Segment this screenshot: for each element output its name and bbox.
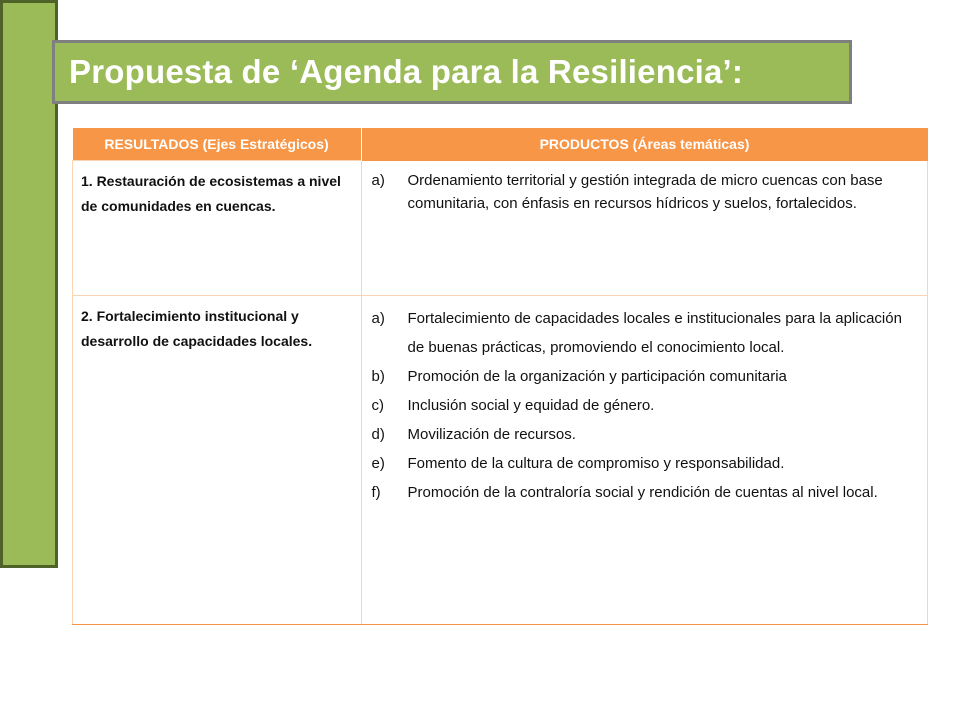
producto-label: d)	[371, 426, 385, 443]
producto-text: Fomento de la cultura de compromiso y responsabilidad.	[407, 455, 785, 472]
producto-text: Inclusión social y equidad de género.	[407, 397, 655, 414]
producto-label: a)	[371, 171, 385, 189]
title-banner	[52, 40, 852, 104]
producto-text: Ordenamiento territorial y gestión integrada de micro cuencas con base comunitaria, con énfasis en recursos hídricos y suelos, fortalecidos.	[407, 171, 883, 212]
header-resultados: RESULTADOS (Ejes Estratégicos)	[73, 128, 362, 161]
producto-item	[372, 420, 916, 449]
resultado-cell: 2. Fortalecimiento institucional y desarrollo de capacidades locales.	[73, 296, 362, 625]
producto-label: b)	[371, 368, 385, 385]
producto-text: Promoción de la contraloría social y rendición de cuentas al nivel local.	[407, 484, 878, 501]
producto-item	[372, 391, 916, 420]
table-header-row	[73, 128, 928, 161]
productos-cell	[361, 161, 928, 296]
producto-label: c)	[371, 397, 384, 414]
producto-label: a)	[371, 310, 385, 327]
table-row	[73, 161, 928, 296]
producto-item	[372, 362, 916, 391]
table-row	[73, 296, 928, 625]
producto-label: f)	[371, 484, 381, 501]
producto-item	[372, 304, 916, 362]
left-green-bar	[0, 0, 58, 568]
agenda-table	[72, 128, 928, 625]
resultado-cell: 1. Restauración de ecosistemas a nivel de comunidades en cuencas.	[73, 161, 362, 296]
producto-text: Movilización de recursos.	[407, 426, 576, 443]
productos-cell	[361, 296, 928, 625]
producto-label: e)	[371, 455, 385, 472]
header-productos: PRODUCTOS (Áreas temáticas)	[361, 128, 928, 161]
producto-text: Promoción de la organización y participación comunitaria	[407, 368, 787, 385]
producto-item	[372, 478, 916, 507]
agenda-table-container	[72, 128, 928, 625]
slide-title: Propuesta de ‘Agenda para la Resiliencia’:	[69, 53, 744, 90]
producto-item	[372, 169, 916, 215]
producto-text: Fortalecimiento de capacidades locales e institucionales para la aplicación de buenas prácticas, promoviendo el conocimiento local.	[407, 310, 902, 356]
producto-item	[372, 449, 916, 478]
